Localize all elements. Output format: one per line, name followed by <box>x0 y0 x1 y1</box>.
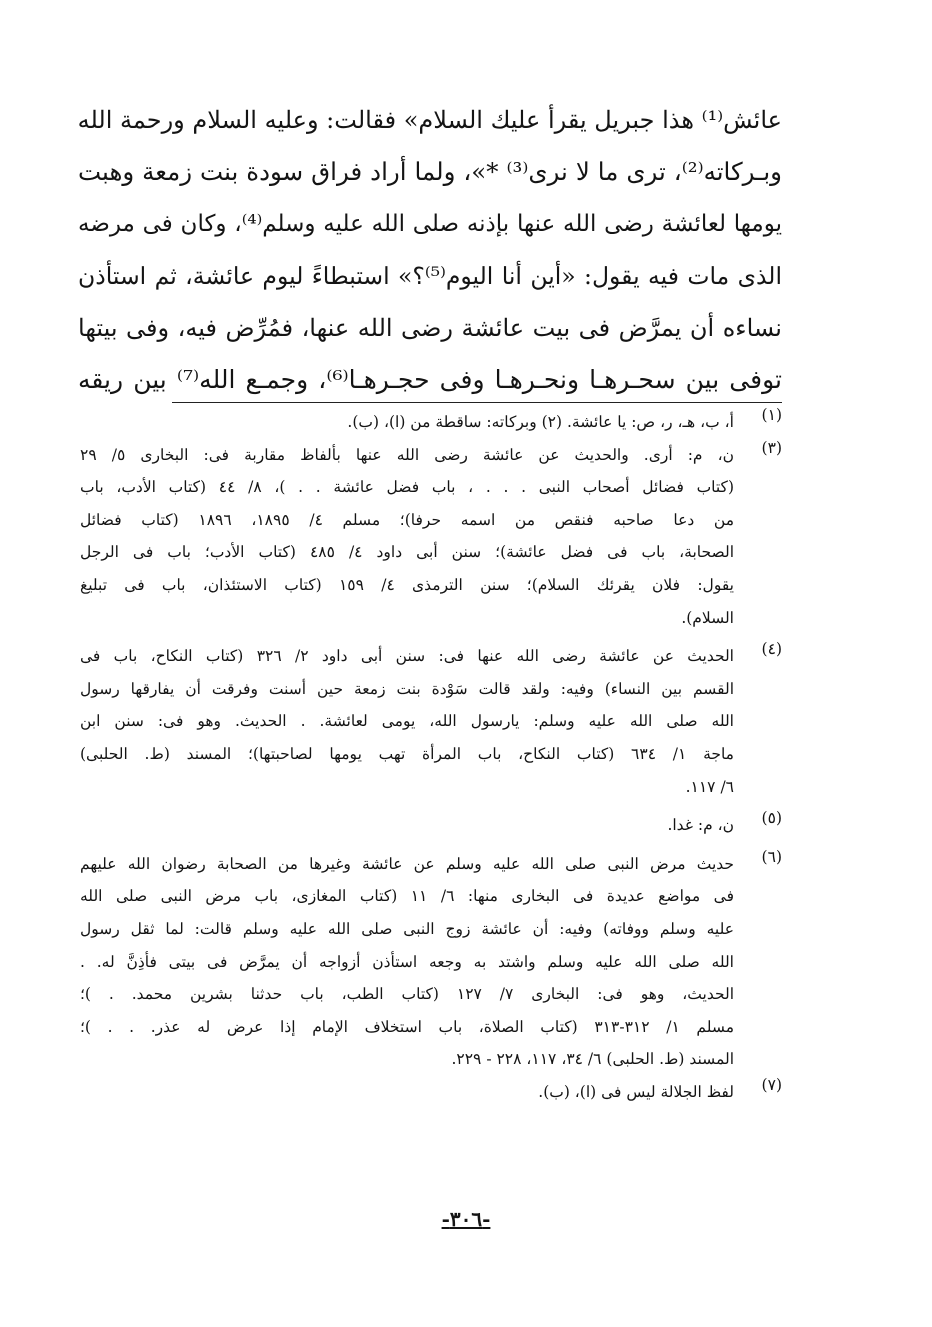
footnote-line: ماجة ١/ ٦٣٤ (كتاب النكاح، باب المرأة تهب يومها لصاحبتها)؛ المسند (ط. الحلبى) <box>80 744 734 763</box>
main-text-line: توفى بين سحـرهـا ونحـرهـا وفى حجـرهـا⁽⁶⁾، وجمـع الله⁽⁷⁾ بين ريقه <box>78 365 782 394</box>
main-text-line: نساءه أن يمرَّض فى بيت عائشة رضى الله عنها، فمُرِّض فيه، وفى بيتها <box>78 314 782 342</box>
footnote-line: من دعا صاحبه فنقص من اسمه حرفا)؛ مسلم ٤/ ١٨٩٥، ١٨٩٦ (كتاب فضائل <box>80 510 734 529</box>
footnote <box>80 848 782 1076</box>
main-text-line: يومها لعائشة رضى الله عنها بإذنه صلى الله عليه وسلم⁽⁴⁾، وكان فى مرضه <box>78 211 782 237</box>
footnote-number: (٤) <box>761 640 782 659</box>
footnote-line: فى مواضع عديدة فى البخارى منها: ٦/ ١١ (كتاب المغازى، باب مرض النبى صلى الله <box>80 887 734 906</box>
footnote <box>80 439 782 635</box>
footnote-number: (٦) <box>761 847 782 866</box>
footnote-line: الصحابة، باب فى فضل عائشة)؛ سنن أبى داود ٤/ ٤٨٥ (كتاب الأدب؛ باب فى الرجل <box>80 543 734 562</box>
footnote-line: حديث مرض النبى صلى الله عليه وسلم عن عائشة وغيرها من الصحابة رضوان الله عليهم <box>80 854 734 873</box>
main-text-line: وبـركاته⁽²⁾، ترى ما لا نرى⁽³⁾ *»، ولما أراد فراق سودة بنت زمعة وهبت <box>78 157 783 186</box>
footnote-line: الحديث، وهو فى: البخارى ٧/ ١٢٧ (كتاب الطب، باب حدثنا بشرين محمد. . )؛ <box>80 985 735 1004</box>
main-text-line: الذى مات فيه يقول: «أين أنا اليوم⁽⁵⁾؟» استبطاءً ليوم عائشة، ثم استأذن <box>78 262 782 290</box>
footnote-line: (كتاب فضائل أصحاب النبى . . . ، باب فضل عائشة . . )، ٨/ ٤٤ (كتاب الأدب، باب <box>80 478 734 497</box>
footnote-line: ن، م: غدا. <box>667 816 734 835</box>
footnote-line: عليه وسلم ووفاته) وفيه: أن عائشة زوج النبى صلى الله عليه وسلم قالت: لما ثقل رسول <box>80 919 734 938</box>
footnote-line: القسم بين النساء) وفيه: ولقد قالت سَوْدة بنت زمعة حين أسنت وفرقت أن يفارقها رسول <box>80 679 734 698</box>
footnote <box>80 640 782 803</box>
footnote-number: (٥) <box>761 809 782 828</box>
footnote-line: مسلم ١/ ٣١٢-٣١٣ (كتاب الصلاة، باب استخلاف الإمام إذا عرض له عذر. . . )؛ <box>80 1017 734 1036</box>
footnote-line: الحديث عن عائشة رضى الله عنها فى: سنن أبى داود ٢/ ٣٢٦ (كتاب النكاح، باب فى <box>80 647 734 666</box>
footnote-line: يقول: فلان يقرئك السلام)؛ سنن الترمذى ٤/ ١٥٩ (كتاب الاستئذان، باب فى تبليغ <box>80 575 734 594</box>
main-text-block <box>78 94 782 406</box>
footnote-line: ن، م: أرى. والحديث عن عائشة رضى الله عنها بألفاظ مقاربة فى: البخارى ٥/ ٢٩ <box>80 445 734 464</box>
page-number: -٣٠٦- <box>441 1207 491 1231</box>
footnote-line: أ، ب، هـ، ر، ص: يا عائشة. (٢) وبركاته: ساقطة من (ا)، (ب). <box>347 413 734 431</box>
footnote-line: المسند (ط. الحلبى) ٦/ ٣٤، ١١٧، ٢٢٨ - ٢٢٩. <box>451 1050 734 1069</box>
footnote <box>80 406 782 439</box>
footnote <box>80 1076 782 1109</box>
footnote-line: الله صلى الله عليه وسلم: يارسول الله، يومى لعائشة. . الحديث. وهو فى: سنن ابن <box>80 712 734 731</box>
footnote-line: الله صلى الله عليه وسلم واشتد به وجعه استأذن أزواجه أن يمرَّض فى بيتى فأذِنَّ له. . <box>80 952 734 971</box>
footnote <box>80 809 782 842</box>
footnote-line: لفظ الجلالة ليس فى (ا)، (ب). <box>538 1082 734 1101</box>
footnote-line: السلام). <box>681 608 734 627</box>
footnote-separator <box>172 402 782 403</box>
main-text-line: عائش⁽¹⁾ هذا جبريل يقرأ عليك السلام» فقالت: وعليه السلام ورحمة الله <box>77 106 782 134</box>
footnote-line: ٦/ ١١٧. <box>685 777 734 796</box>
footnote-number: (١) <box>761 406 782 424</box>
footnotes <box>80 406 782 1108</box>
footnote-number: (٣) <box>761 438 782 457</box>
footnote-number: (٧) <box>761 1075 782 1094</box>
